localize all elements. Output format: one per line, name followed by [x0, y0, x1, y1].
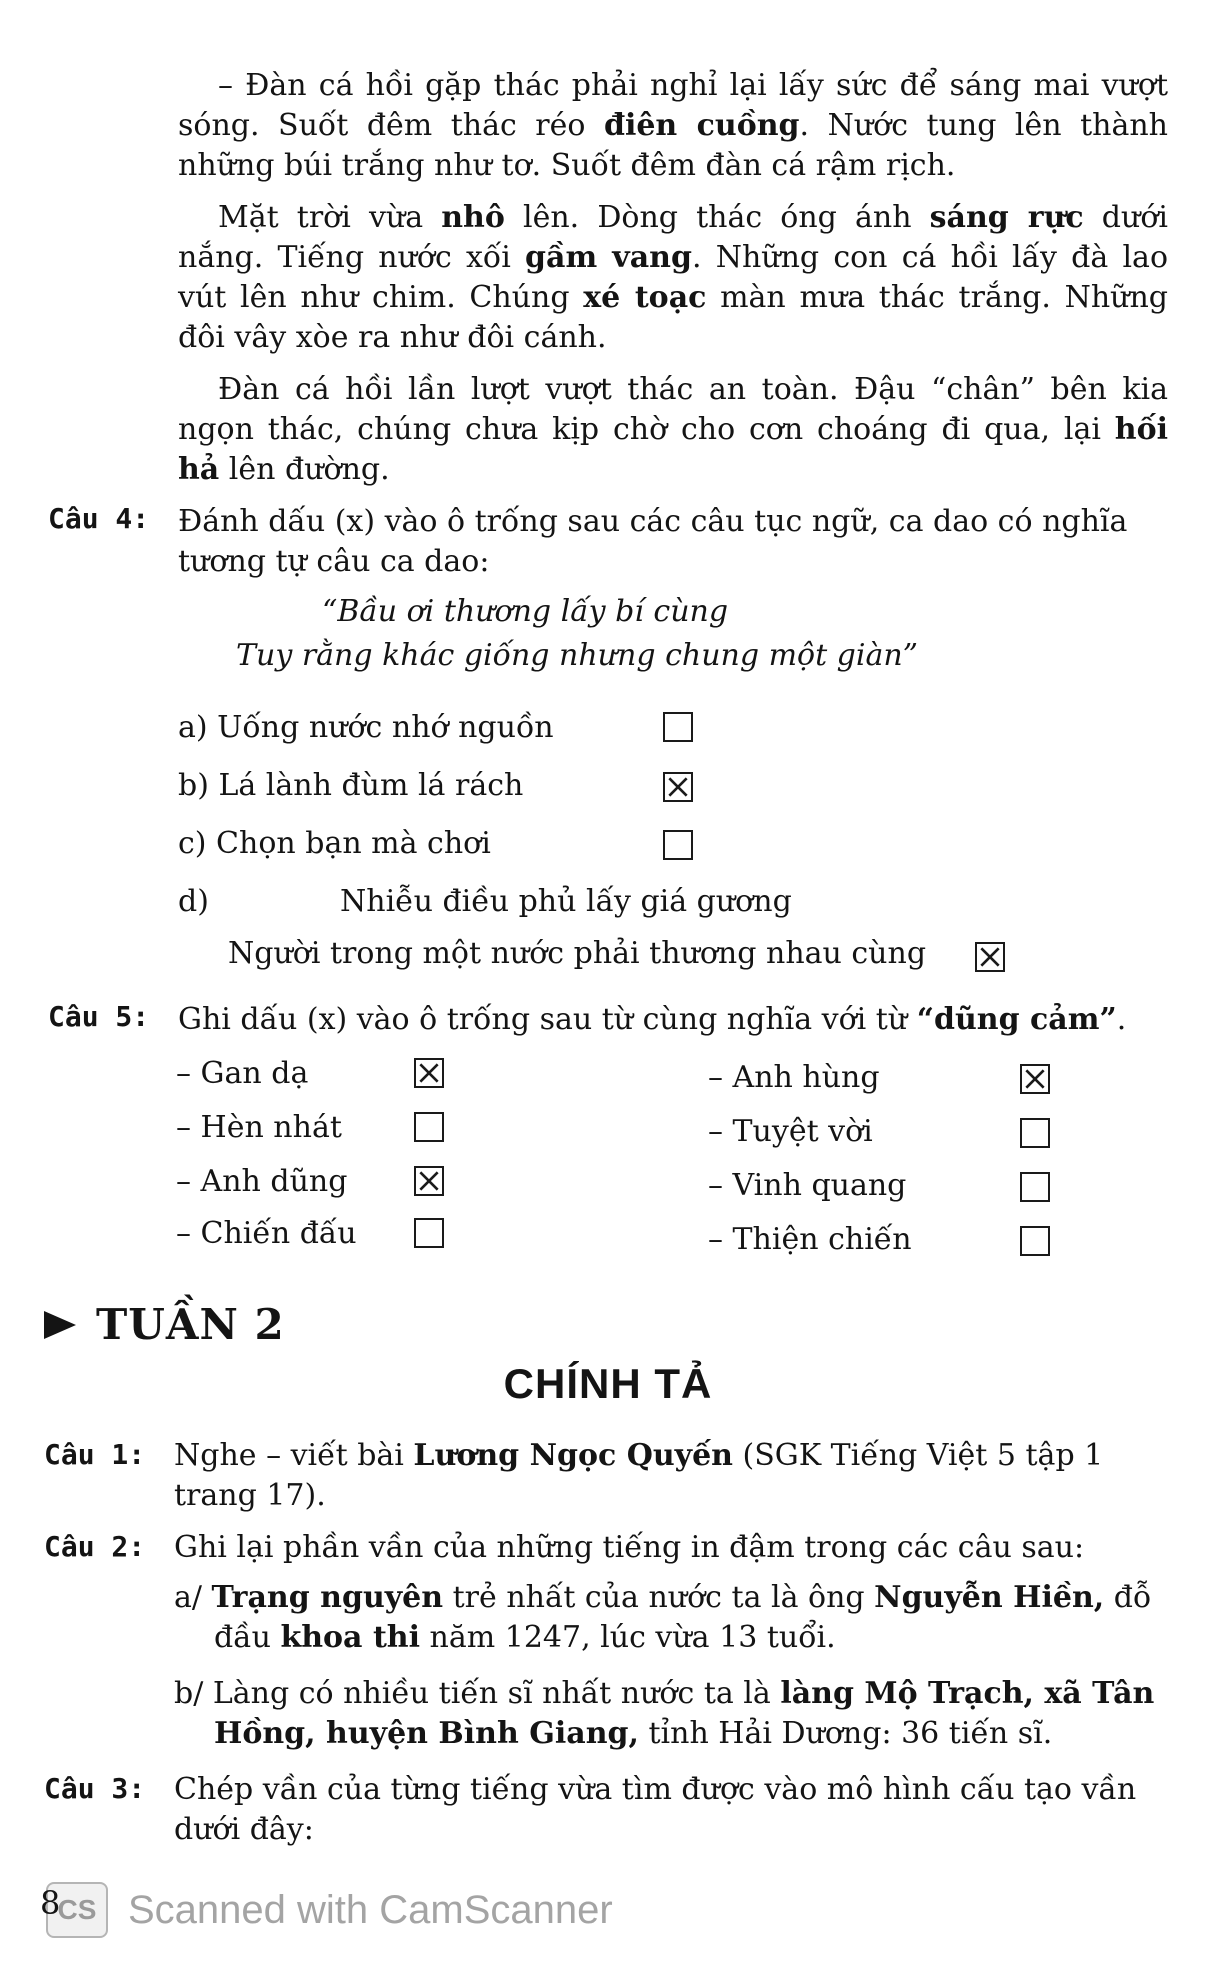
chinhta-question-1-label: Câu 1: [44, 1438, 146, 1471]
word-anh-dung: – Anh dũng [176, 1164, 348, 1199]
word-chien-dau-checkbox[interactable] [414, 1218, 444, 1248]
option-b-label: b) Lá lành đùm lá rách [178, 768, 524, 803]
week-heading: TUẦN 2 [44, 1300, 285, 1349]
question-4-prompt: Đánh dấu (x) vào ô trống sau các câu tục ngữ, ca dao có nghĩa tương tự câu ca dao: [178, 504, 1128, 579]
poem-line-1: “Bầu ơi thương lấy bí cùng [322, 594, 729, 629]
word-gan-da-checkbox[interactable] [414, 1058, 444, 1088]
scanner-watermark: Scanned with CamScanner [128, 1887, 613, 1932]
passage-paragraph-1: – Đàn cá hồi gặp thác phải nghỉ lại lấy sức để sáng mai vượt sóng. Suốt đêm thác réo điên cuồng. Nước tung lên thành những búi trắng như tơ. Suốt đêm đàn cá rậm rịch. [178, 68, 1169, 183]
option-a-checkbox[interactable] [663, 712, 693, 742]
word-anh-hung: – Anh hùng [708, 1060, 880, 1095]
chinhta-question-2-text: Ghi lại phần vần của những tiếng in đậm trong các câu sau: [174, 1530, 1085, 1565]
checkmark-x-icon [416, 1168, 442, 1194]
chinhta-question-2b: b/ Làng có nhiều tiến sĩ nhất nước ta là làng Mộ Trạch, xã Tân Hồng, huyện Bình Giang, tỉnh Hải Dương: 36 tiến sĩ. [174, 1676, 1155, 1751]
option-d-line-2: Người trong một nước phải thương nhau cùng [228, 936, 927, 971]
word-vinh-quang: – Vinh quang [708, 1168, 907, 1203]
word-hen-nhat: – Hèn nhát [176, 1110, 342, 1145]
word-anh-dung-checkbox[interactable] [414, 1166, 444, 1196]
checkmark-x-icon [1022, 1066, 1048, 1092]
passage-paragraph-3: Đàn cá hồi lần lượt vượt thác an toàn. Đậu “chân” bên kia ngọn thác, chúng chưa kịp chờ cho cơn choáng đi qua, lại hối hả lên đường. [178, 372, 1168, 487]
word-anh-hung-checkbox[interactable] [1020, 1064, 1050, 1094]
option-d-prefix: d) [178, 884, 209, 919]
word-hen-nhat-checkbox[interactable] [414, 1112, 444, 1142]
option-c-checkbox[interactable] [663, 830, 693, 860]
section-title: CHÍNH TẢ [503, 1360, 713, 1407]
option-d-checkbox[interactable] [975, 942, 1005, 972]
word-tuyet-voi: – Tuyệt vời [708, 1114, 873, 1149]
question-4-label: Câu 4: [48, 502, 150, 535]
option-c-label: c) Chọn bạn mà chơi [178, 826, 491, 861]
checkmark-x-icon [977, 944, 1003, 970]
chinhta-question-3-label: Câu 3: [44, 1772, 146, 1805]
option-b-checkbox[interactable] [663, 772, 693, 802]
option-a-label: a) Uống nước nhớ nguồn [178, 710, 554, 745]
checkmark-x-icon [665, 774, 691, 800]
option-d-line-1: Nhiễu điều phủ lấy giá gương [340, 884, 792, 919]
word-vinh-quang-checkbox[interactable] [1020, 1172, 1050, 1202]
question-5-label: Câu 5: [48, 1000, 150, 1033]
chinhta-question-1-text: Nghe – viết bài Lương Ngọc Quyến (SGK Tiếng Việt 5 tập 1 trang 17). [174, 1438, 1104, 1513]
poem-line-2: Tuy rằng khác giống nhưng chung một giàn” [236, 638, 919, 673]
chinhta-question-2-label: Câu 2: [44, 1530, 146, 1563]
footer [40, 1880, 613, 1940]
page-number: 8 [40, 1884, 61, 1922]
arrow-right-icon [44, 1311, 76, 1339]
checkmark-x-icon [416, 1060, 442, 1086]
chinhta-question-2a: a/ Trạng nguyên trẻ nhất của nước ta là ông Nguyễn Hiền, đỗ đầu khoa thi năm 1247, lúc vừa 13 tuổi. [174, 1580, 1152, 1655]
word-thien-chien-checkbox[interactable] [1020, 1226, 1050, 1256]
word-chien-dau: – Chiến đấu [176, 1216, 357, 1251]
word-thien-chien: – Thiện chiến [708, 1222, 912, 1257]
chinhta-question-3-text: Chép vần của từng tiếng vừa tìm được vào mô hình cấu tạo vần dưới đây: [174, 1772, 1137, 1847]
word-gan-da: – Gan dạ [176, 1056, 309, 1091]
word-tuyet-voi-checkbox[interactable] [1020, 1118, 1050, 1148]
question-5-prompt: Ghi dấu (x) vào ô trống sau từ cùng nghĩa với từ “dũng cảm”. [178, 1002, 1127, 1037]
passage-paragraph-2: Mặt trời vừa nhô lên. Dòng thác óng ánh sáng rực dưới nắng. Tiếng nước xối gầm vang. Những con cá hồi lấy đà lao vút lên như chim. Chúng xé toạc màn mưa thác trắng. Những đôi vây xòe ra như đôi cánh. [178, 200, 1169, 355]
camscanner-logo-icon: CS [46, 1882, 108, 1938]
